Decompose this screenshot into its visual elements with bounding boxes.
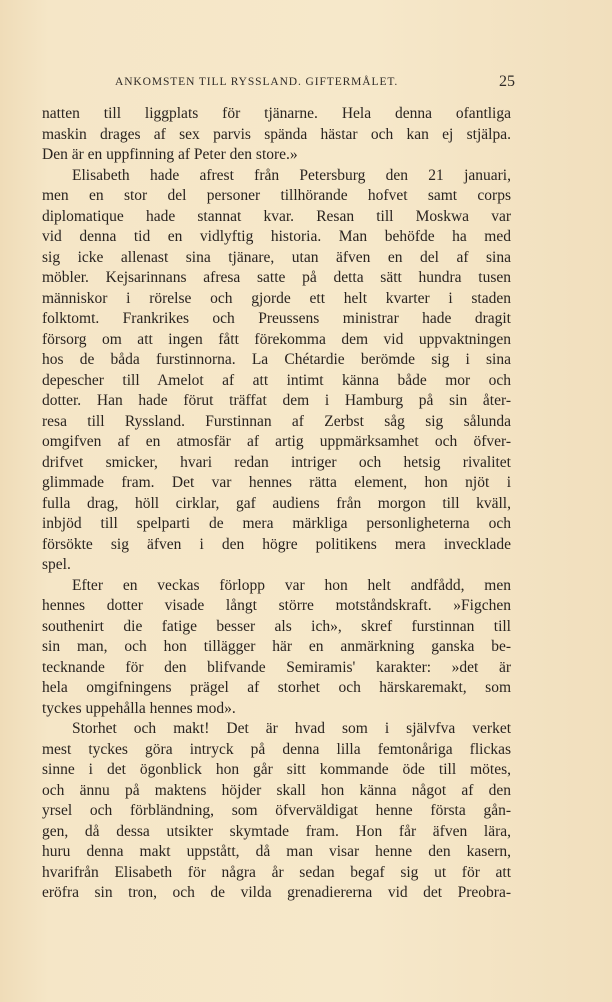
text-line: depescher till Amelot af att intimt känna både mor och bbox=[42, 371, 511, 389]
text-line: spel. bbox=[42, 556, 71, 573]
text-line: drifvet smicker, hvari redan intriger och hetsig rivalitet bbox=[42, 453, 511, 471]
text-line: fulla drag, höll cirklar, gaf audiens från morgon till kväll, bbox=[42, 494, 511, 512]
text-line: vid denna tid en vidlyftig historia. Man behöfde ha med bbox=[42, 228, 511, 245]
text-line: Efter en veckas förlopp var hon helt andfådd, men bbox=[72, 576, 511, 594]
text-line: folktomt. Frankrikes och Preussens ministrar hade dragit bbox=[42, 310, 511, 327]
text-line: möbler. Kejsarinnans afresa satte på detta sätt hundra tusen bbox=[42, 269, 511, 286]
text-line: diplomatique hade stannat kvar. Resan till Moskwa var bbox=[42, 207, 511, 225]
text-line: maskin drages af sex parvis spända hästar och kan ej stjälpa. bbox=[42, 125, 511, 143]
text-line: Storhet och makt! Det är hvad som i självfva verket bbox=[72, 720, 511, 737]
text-line: sin man, och hon tillägger här en anmärkning ganska be- bbox=[42, 638, 511, 655]
text-line: hennes dotter visade långt större motståndskraft. »Figchen bbox=[42, 597, 511, 614]
text-line: gen, då dessa utsikter skymtade fram. Hon får äfven lära, bbox=[42, 822, 511, 840]
text-line: huru denna makt uppstått, då man visar henne den kasern, bbox=[42, 843, 511, 860]
text-line: mest tyckes göra intryck på denna lilla femtonåriga flickas bbox=[42, 740, 511, 758]
running-head bbox=[115, 73, 515, 90]
text-line: och ännu på maktens höjder skall hon känna något af den bbox=[42, 781, 511, 799]
text-line: eröfra sin tron, och de vilda grenadiererna vid det Preobra- bbox=[42, 884, 511, 901]
text-line: men en stor del personer tillhörande hofvet samt corps bbox=[42, 187, 511, 204]
text-line: hela omgifningens prägel af storhet och härskaremakt, som bbox=[42, 679, 511, 696]
text-line: försorg om att ingen fått förekomma dem vid uppvaktningen bbox=[42, 330, 511, 348]
text-line: omgifven af en atmosfär af artig uppmärksamhet och öfver- bbox=[42, 433, 511, 450]
text-line: dotter. Han hade förut träffat dem i Hamburg på sin åter- bbox=[42, 392, 511, 409]
text-line: yrsel och förbländning, som öfverväldigat henne första gån- bbox=[42, 802, 511, 819]
text-line: Den är en uppfinning af Peter den store.» bbox=[42, 146, 298, 163]
running-title: ANKOMSTEN TILL RYSSLAND. GIFTERMÅLET. bbox=[115, 76, 399, 88]
page-number: 25 bbox=[499, 73, 515, 90]
text-line: hos de båda furstinnorna. La Chétardie berömde sig i sina bbox=[42, 351, 511, 368]
text-line: inbjöd till spelparti de mera märkliga personligheterna och bbox=[42, 515, 511, 532]
text-line: southenirt die fatige besser als ich», skref furstinnan till bbox=[42, 617, 511, 635]
text-line: tyckes uppehålla hennes mod». bbox=[42, 699, 236, 717]
text-line: tecknande för den blifvande Semiramis' karakter: »det är bbox=[42, 658, 511, 676]
text-line: hvarifrån Elisabeth för några år sedan begaf sig ut för att bbox=[42, 863, 511, 881]
text-line: resa till Ryssland. Furstinnan af Zerbst såg sig sålunda bbox=[42, 412, 511, 430]
text-line: människor i rörelse och gjorde ett helt kvarter i staden bbox=[42, 289, 511, 307]
text-line: glimmade fram. Det var hennes rätta element, hon njöt i bbox=[42, 474, 511, 491]
text-line: Elisabeth hade afrest från Petersburg den 21 januari, bbox=[72, 166, 511, 184]
text-line: försökte sig äfven i den högre politikens mera invecklade bbox=[42, 535, 511, 553]
body-text bbox=[42, 104, 511, 904]
text-line: sinne i det ögonblick hon går sitt kommande öde till mötes, bbox=[42, 761, 511, 778]
text-line: natten till liggplats för tjänarne. Hela denna ofantliga bbox=[42, 105, 511, 122]
text-line: sig icke allenast sina tjänare, utan äfven en del af sina bbox=[42, 248, 511, 266]
